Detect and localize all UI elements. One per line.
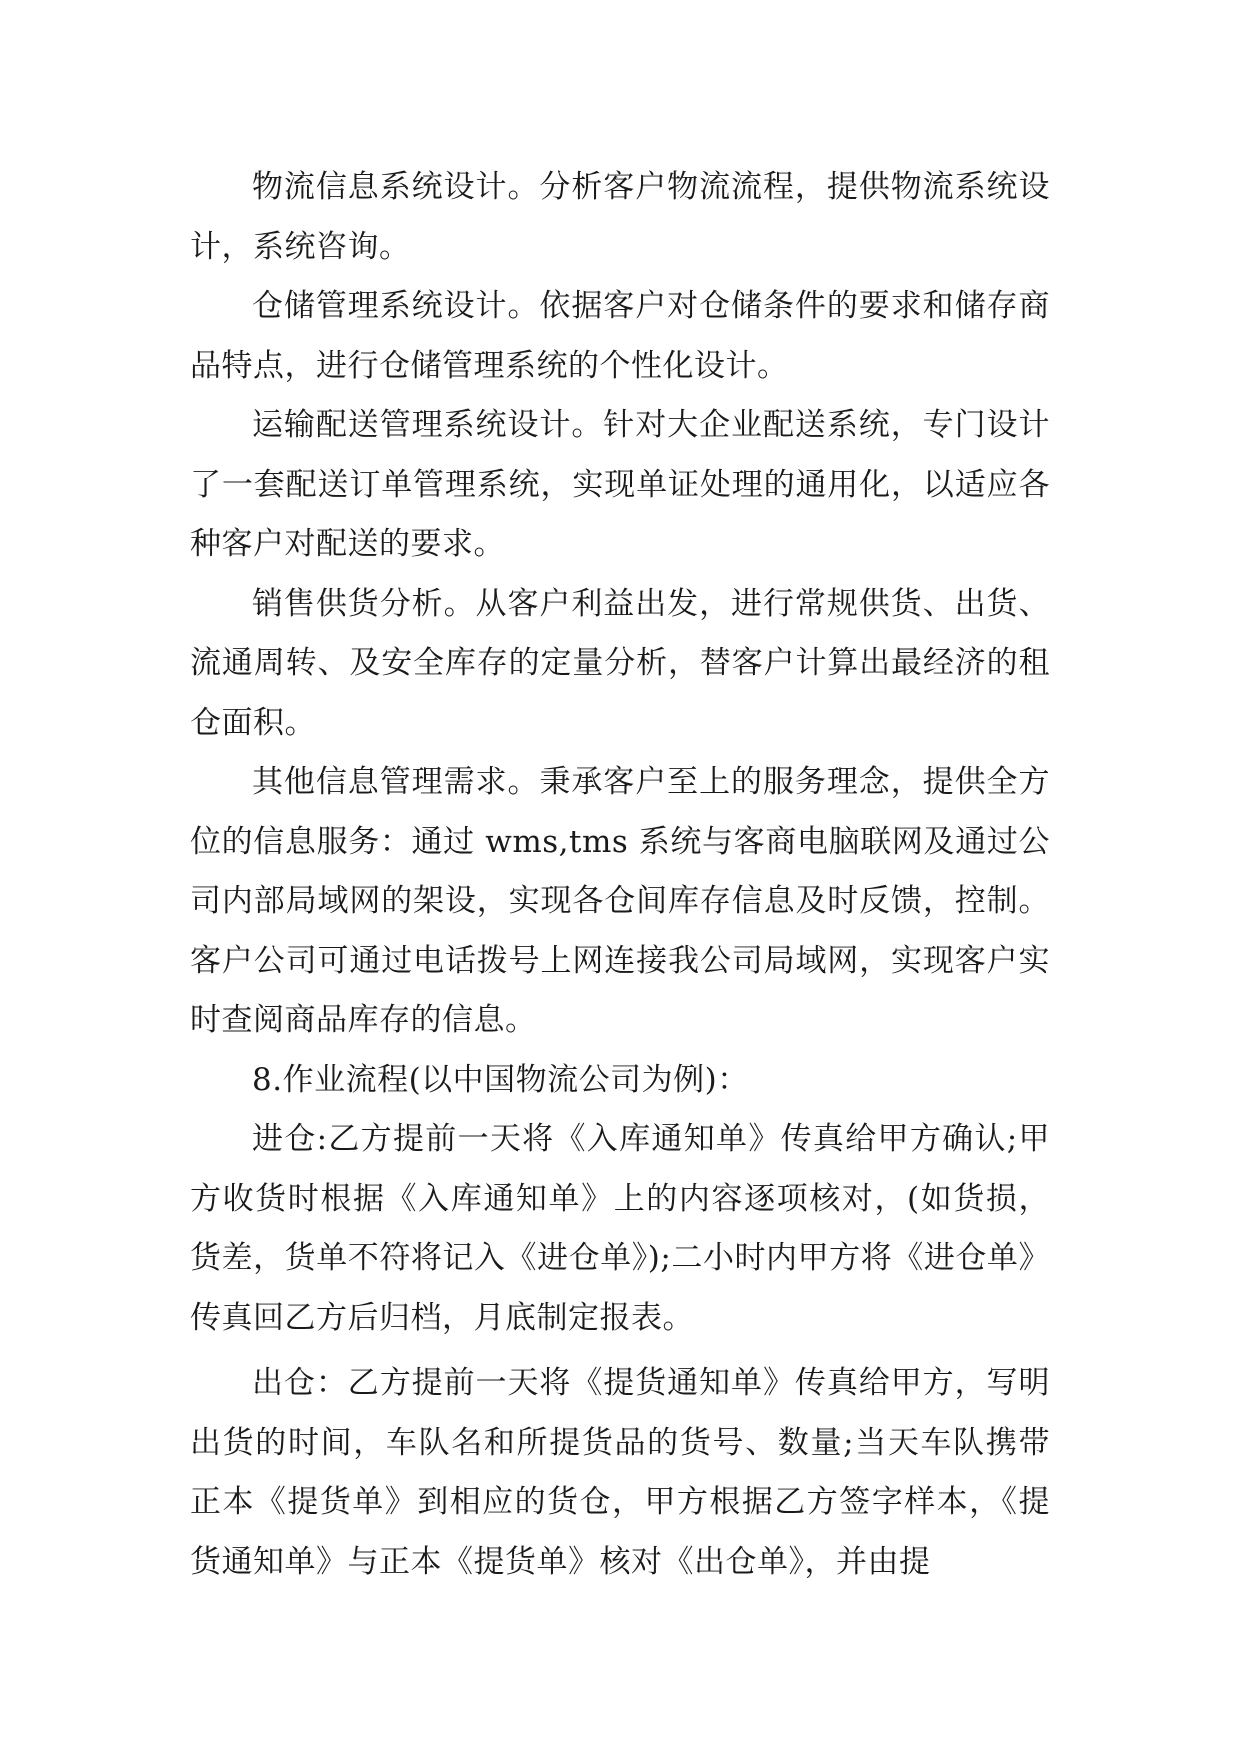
paragraph-warehouse-management-system: 仓储管理系统设计。依据客户对仓储条件的要求和储存商品特点，进行仓储管理系统的个性化设计。 [190, 288, 1050, 384]
body-text [190, 158, 1050, 1592]
paragraph-inbound: 进仓:乙方提前一天将《入库通知单》传真给甲方确认;甲方收货时根据《入库通知单》上的内容逐项核对，(如货损，货差，货单不符将记入《进仓单》);二小时内甲方将《进仓单》传真回乙方后归档，月底制定报表。 [190, 1121, 1050, 1336]
paragraph-other-info-management: 其他信息管理需求。秉承客户至上的服务理念，提供全方位的信息服务：通过 wms,tms 系统与客商电脑联网及通过公司内部局域网的架设，实现各仓间库存信息及时反馈，控制。客户公司可通过电话拨号上网连接我公司局域网，实现客户实时查阅商品库存的信息。 [190, 764, 1050, 1038]
paragraph-transport-distribution-system: 运输配送管理系统设计。针对大企业配送系统，专门设计了一套配送订单管理系统，实现单证处理的通用化，以适应各种客户对配送的要求。 [190, 407, 1050, 562]
paragraph-sales-supply-analysis: 销售供货分析。从客户利益出发，进行常规供货、出货、流通周转、及安全库存的定量分析，替客户计算出最经济的租仓面积。 [190, 585, 1050, 741]
paragraph-logistics-info-system: 物流信息系统设计。分析客户物流流程，提供物流系统设计，系统咨询。 [190, 169, 1050, 265]
paragraph-workflow-heading: 8.作业流程(以中国物流公司为例)： [252, 1061, 749, 1098]
paragraph-outbound: 出仓：乙方提前一天将《提货通知单》传真给甲方，写明出货的时间，车队名和所提货品的货号、数量;当天车队携带正本《提货单》到相应的货仓，甲方根据乙方签字样本，《提货通知单》与正本《提货单》核对《出仓单》，并由提 [190, 1365, 1050, 1580]
